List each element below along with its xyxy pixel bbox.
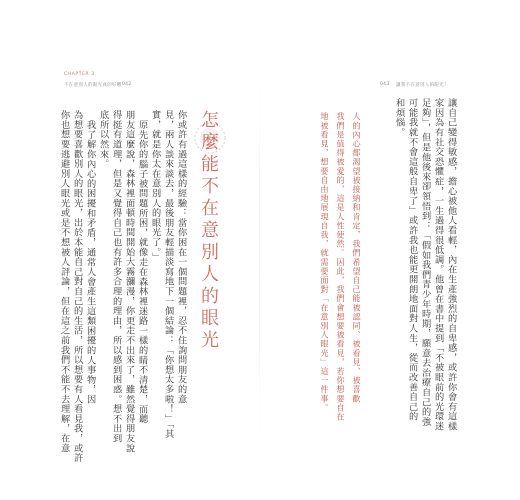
right-text-column: 足夠」，但是他後來卻領悟到：「假如我們青少年時期，願意去治療自己的強 — [419, 98, 431, 427]
left-running-title: 不在意別人的眼光真的好難 — [64, 83, 122, 88]
left-text-column: 原先你的腦子被問題所困，就像走在森林裡迷路一樣的睛不清楚，而聽 — [136, 120, 148, 424]
left-page-number: 042 — [122, 82, 132, 87]
right-running-title: 讓我不在意別人的眼光！ — [396, 83, 449, 88]
section-title: 怎麼能不在意別人的眼光 — [198, 110, 219, 352]
quote-column: 人的內心都渴望被接納和肯定，我們希望自己能被認同、被看見、被喜歡 — [352, 112, 362, 404]
right-text-column: 和煩惱。 — [393, 98, 405, 138]
right-text-column: 可能我就不會這般自卑了」或許我也能更開朗地面對人生，從而改善自己的 — [406, 98, 418, 422]
left-text-column: 為想要喜歡別人的眼光，出於本能自己對自己的生活，所以想要有人看見我，或許 — [71, 110, 83, 463]
quote-column: 我們是值得被愛的，這是人性使然。因此，我們會想要被看見，若你想要自在 — [336, 112, 346, 422]
left-text-column: 得挺有道理，但是又覺得自己也有許多合理的理由，所以感到困惑。想不出到 — [110, 110, 122, 444]
left-text-column: 我了解你內心的困擾和矛盾，通常人會產生這類困擾的人事物，因 — [84, 120, 96, 405]
left-text-column: 底所以然來。 — [97, 110, 109, 169]
chapter-label: CHAPTER 3 — [64, 72, 95, 77]
right-text-column: 讓自己變得敏感，擔心被他人看輕，內在生產強烈的自卑感，或許你會有這樣 — [445, 98, 457, 432]
left-text-column: 你或許有過這樣的經驗：當你困在一個問題裡，忍不住詢問朋友的意 — [175, 110, 187, 404]
page-gutter — [259, 70, 260, 450]
right-page-number: 043 — [380, 82, 390, 87]
left-text-column: 實，就是你太在意別人的眼光了。」 — [149, 110, 161, 263]
left-text-column: 朋友這麼說，森林裡面頓時間開始大霧瀰漫，你更走不出來了，雖然覺得朋友說 — [123, 110, 135, 453]
quote-column: 地被看見，想要自由地展現自我，就需要面對「在意別人眼光」這一件事。 — [320, 112, 330, 413]
left-text-column: 見，兩人談來談去，最後朋友輕描淡寫地下一個結論：「你想太多啦！」「其 — [162, 110, 174, 439]
right-text-column: 家因為有社交恐懼症，一生過得很低調。他曾在書中提到「不被眼前的光環迷 — [432, 98, 444, 432]
left-text-column: 你也想要逃避別人眼光或是不想被人評論，但在這之前我們不能不去理解，在意 — [58, 110, 70, 453]
